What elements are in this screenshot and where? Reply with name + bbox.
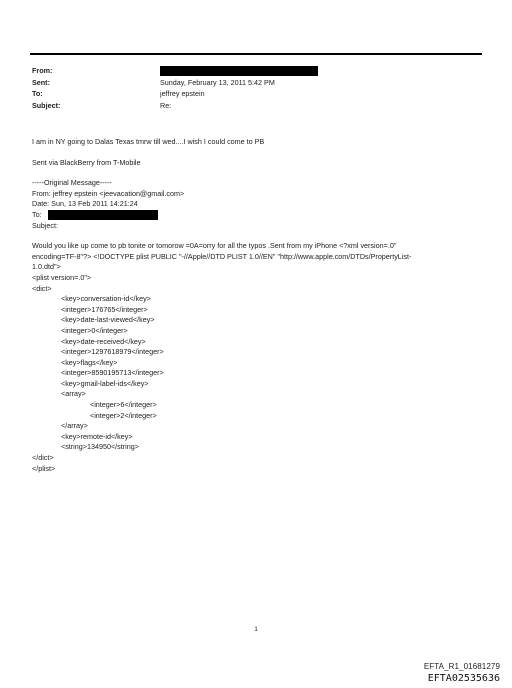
bates-stamp-small: EFTA_R1_01681279 — [423, 662, 500, 671]
original-date: Date: Sun, 13 Feb 2011 14:21:24 — [32, 199, 138, 209]
plist-line: <integer>1297618979</integer> — [61, 347, 164, 357]
plist-line: <key>date-last-viewed</key> — [61, 315, 155, 325]
plist-line: <key>flags</key> — [61, 357, 118, 367]
plist-line: </dict> — [32, 453, 54, 463]
plist-line: <integer>176765</integer> — [61, 304, 148, 314]
header-rule — [30, 53, 482, 55]
sent-label: Sent: — [32, 77, 50, 87]
original-message-header: -----Original Message----- — [32, 178, 112, 188]
plist-line: </array> — [61, 421, 88, 431]
redaction-bar — [48, 210, 158, 220]
plist-line: <key>date-received</key> — [61, 336, 146, 346]
original-body-line: Would you like up come to pb tonite or tomorow =0A=orry for all the typos .Sent from my iPhone <?xml version=.0" — [32, 241, 397, 251]
plist-line: <dict> — [32, 283, 52, 293]
subject-row — [32, 101, 318, 113]
original-body-line: 1.0.dtd"> — [32, 262, 61, 272]
plist-line: <key>gmail-label-ids</key> — [61, 378, 149, 388]
plist-line: <plist version=.0"> — [32, 272, 92, 282]
original-body-line: encoding=TF-8"?> <!DOCTYPE plist PUBLIC "-//Apple//DTD PLIST 1.0//EN" "http://www.apple.com/DTDs/PropertyList- — [32, 251, 412, 261]
plist-line: <key>remote-id</key> — [61, 431, 133, 441]
bates-stamp-large: EFTA02535636 — [427, 673, 500, 684]
plist-line: <array> — [61, 389, 86, 399]
redaction-bar — [160, 66, 318, 76]
signature-text: Sent via BlackBerry from T-Mobile — [32, 157, 141, 167]
original-to-label: To: — [32, 209, 42, 219]
subject-label: Subject: — [32, 100, 61, 110]
plist-line: <integer>6</integer> — [90, 400, 157, 410]
to-value: jeffrey epstein — [160, 89, 205, 99]
to-row — [32, 89, 318, 101]
sent-row — [32, 78, 318, 90]
original-subject: Subject: — [32, 220, 58, 230]
plist-line: <integer>8590195713</integer> — [61, 368, 164, 378]
subject-value: Re: — [160, 100, 172, 110]
email-header — [32, 66, 318, 112]
from-label: From: — [32, 66, 53, 75]
from-row — [32, 66, 318, 78]
email-body — [32, 137, 480, 474]
page-number: 1 — [254, 626, 258, 633]
original-from: From: jeffrey epstein <jeevacation@gmail.com> — [32, 188, 185, 198]
plist-block — [32, 273, 480, 474]
plist-line: <integer>2</integer> — [90, 410, 157, 420]
original-to — [32, 210, 480, 221]
plist-line: </plist> — [32, 463, 56, 473]
plist-line: <string>134950</string> — [61, 442, 139, 452]
sent-value: Sunday, February 13, 2011 5:42 PM — [160, 77, 275, 87]
plist-line: <integer>0</integer> — [61, 325, 128, 335]
plist-line: <key>conversation-id</key> — [61, 294, 151, 304]
to-label: To: — [32, 89, 43, 99]
message-text: I am in NY going to Dalas Texas tmrw till wed....I wish I could come to PB — [32, 137, 265, 146]
